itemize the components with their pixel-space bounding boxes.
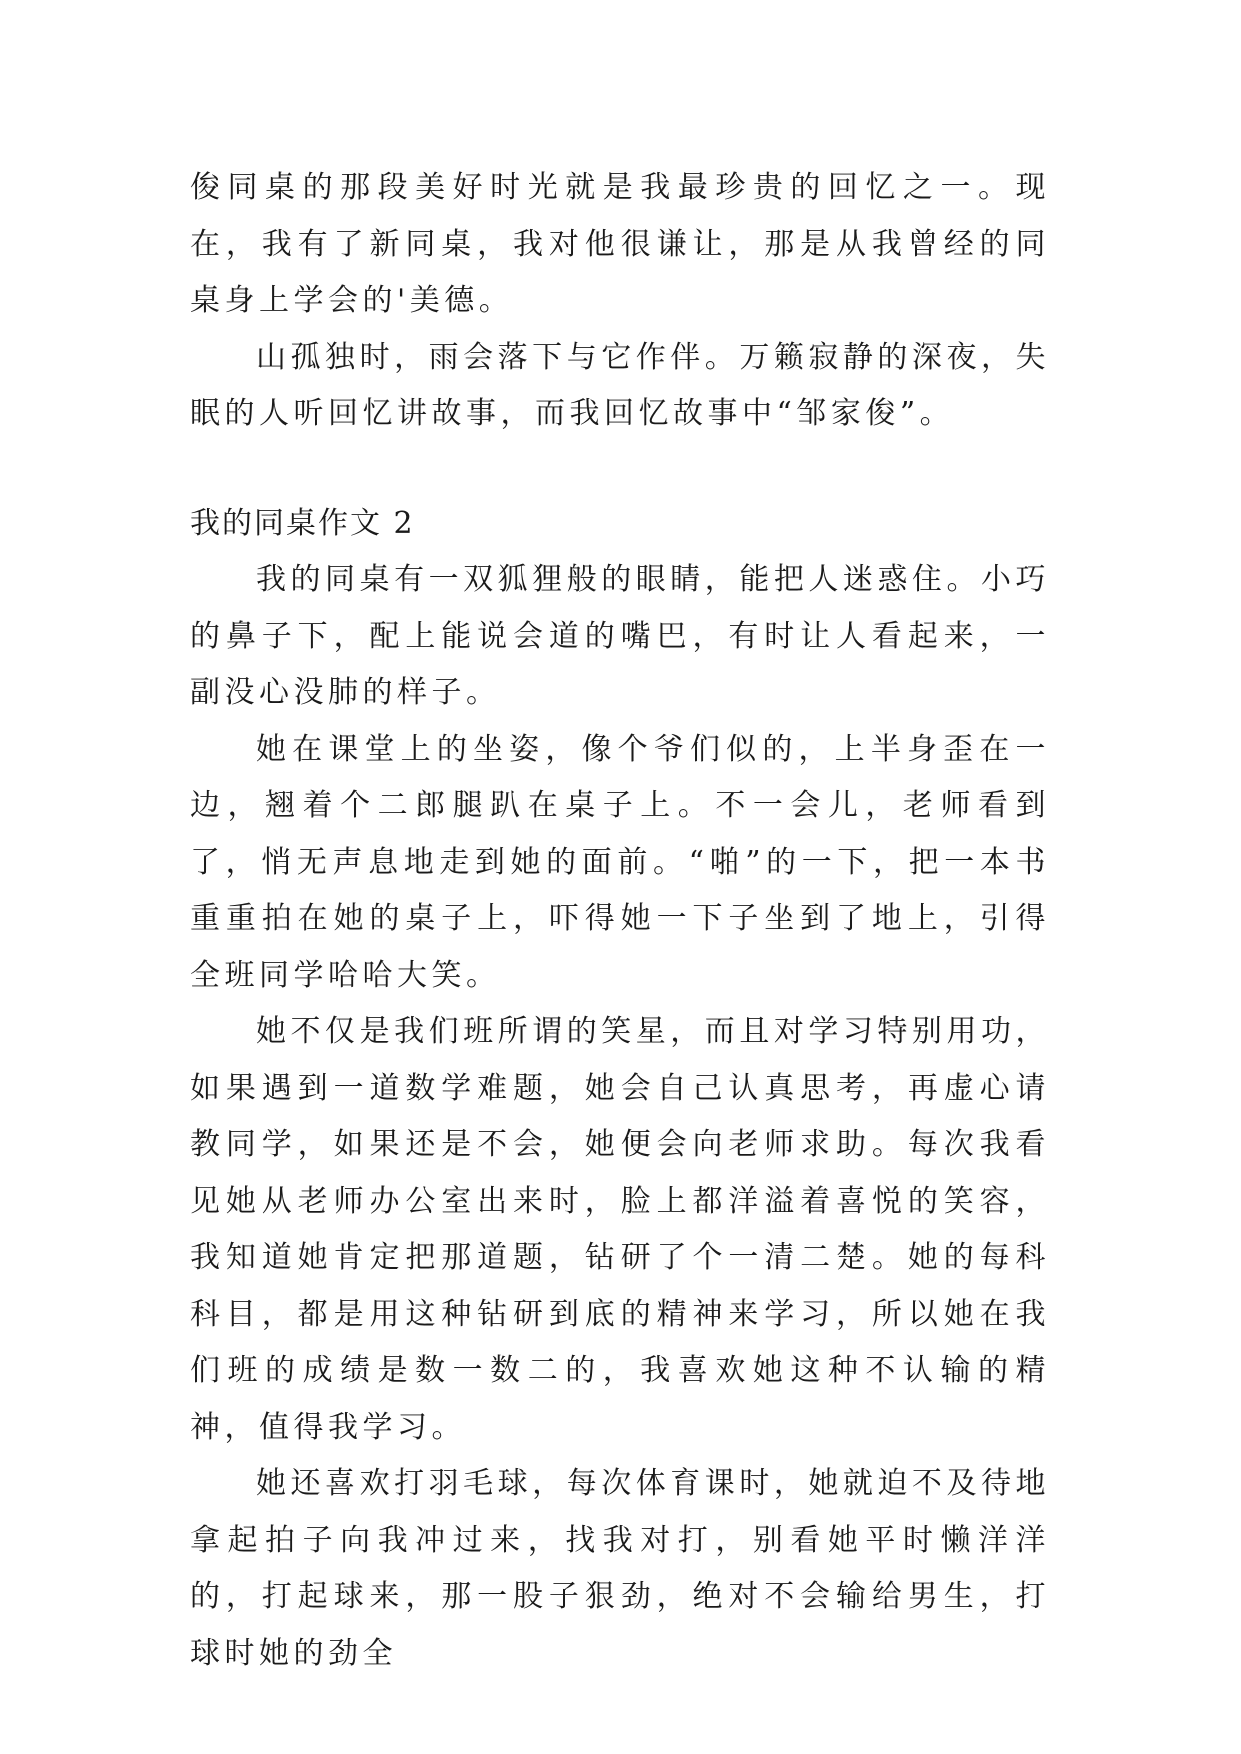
section-gap — [190, 443, 1050, 496]
continued-paragraph: 俊同桌的那段美好时光就是我最珍贵的回忆之一。现在，我有了新同桌，我对他很谦让，那是从我曾经的同桌身上学会的'美德。 — [190, 170, 1050, 318]
closing-paragraph: 山孤独时，雨会落下与它作伴。万籁寂静的深夜，失眠的人听回忆讲故事，而我回忆故事中“邹家俊”。 — [190, 339, 1050, 431]
document-body — [190, 160, 1050, 1682]
essay-paragraph: 她不仅是我们班所谓的笑星，而且对学习特别用功，如果遇到一道数学难题，她会自己认真思考，再虚心请教同学，如果还是不会，她便会向老师求助。每次我看见她从老师办公室出来时，脸上都洋溢着喜悦的笑容，我知道她肯定把那道题，钻研了个一清二楚。她的每科科目，都是用这种钻研到底的精神来学习，所以她在我们班的成绩是数一数二的，我喜欢她这种不认输的精神，值得我学习。 — [190, 1014, 1050, 1445]
essay-paragraph: 她还喜欢打羽毛球，每次体育课时，她就迫不及待地拿起拍子向我冲过来，找我对打，别看她平时懒洋洋的，打起球来，那一股子狠劲，绝对不会输给男生，打球时她的劲全 — [190, 1466, 1050, 1671]
essay-title: 我的同桌作文 2 — [190, 505, 415, 541]
essay-paragraph: 我的同桌有一双狐狸般的眼睛，能把人迷惑住。小巧的鼻子下，配上能说会道的嘴巴，有时让人看起来，一副没心没肺的样子。 — [190, 562, 1050, 710]
essay-paragraph: 她在课堂上的坐姿，像个爷们似的，上半身歪在一边，翘着个二郎腿趴在桌子上。不一会儿，老师看到了，悄无声息地走到她的面前。“啪”的一下，把一本书重重拍在她的桌子上，吓得她一下子坐到了地上，引得全班同学哈哈大笑。 — [190, 731, 1050, 993]
